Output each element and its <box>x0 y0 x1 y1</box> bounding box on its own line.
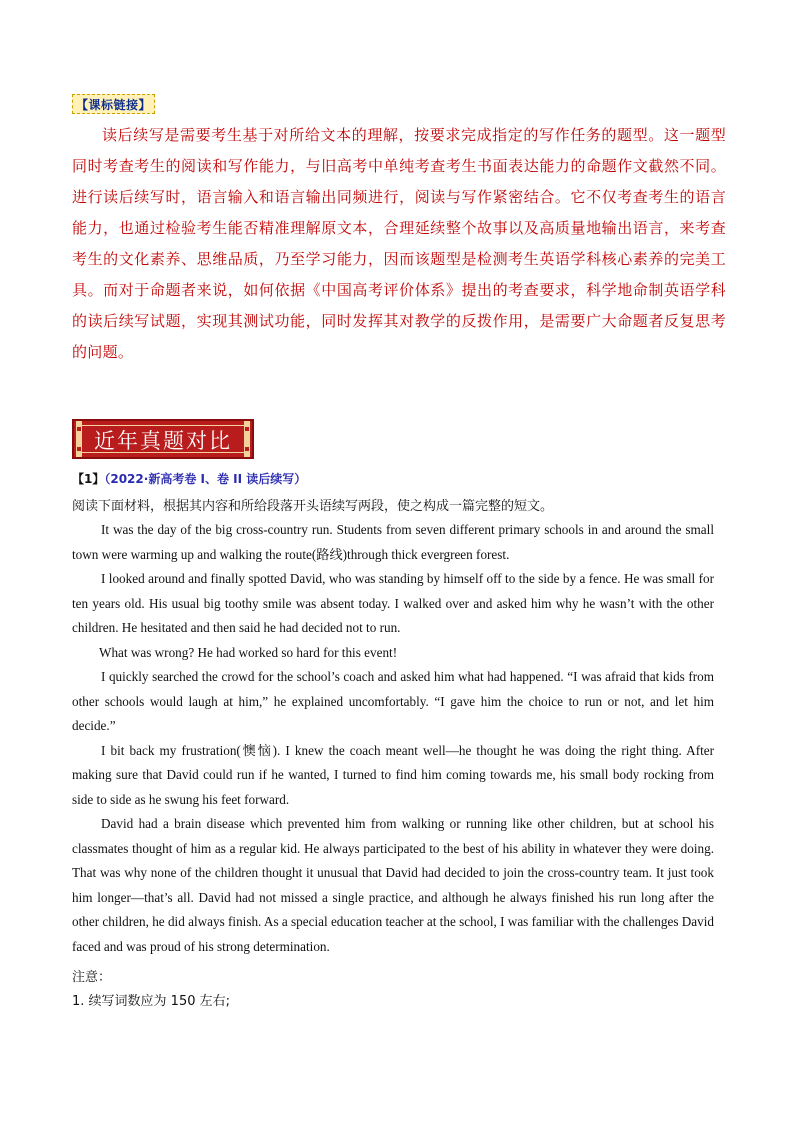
passage-paragraph: I bit back my frustration(懊恼). I knew the coach meant well—he thought he was doing the right thing. After making sure that David could run if he wanted, I turned to find him coming towards me, his small body rocking from side to side as he swung his feet forward. <box>72 742 714 807</box>
passage-paragraph: What was wrong? He had worked so hard for this event! <box>99 644 398 660</box>
notes-item: 1. 续写词数应为 150 左右; <box>72 994 230 1009</box>
passage-paragraph: I quickly searched the crowd for the school’s coach and asked him what had happened. “I was afraid that kids from other schools would laugh at him,” he explained uncomfortably. “I gave him the choice to run or not, and let him decide.” <box>72 669 714 733</box>
banner-title: 近年真题对比 <box>94 429 232 453</box>
question-source: （2022·新高考卷 I、卷 II 读后续写） <box>104 472 307 486</box>
passage-paragraph: It was the day of the big cross-country run. Students from seven different primary schools in and around the small town were warming up and walking the route(路线)through thick evergreen forest. <box>72 522 714 562</box>
passage-paragraph: I looked around and finally spotted David, who was standing by himself off to the side by a fence. He was small for ten years old. His usual big toothy smile was absent today. I walked over and asked him why he wasn’t with the other children. He hesitated and then said he had decided not to run. <box>72 571 714 635</box>
notes-label: 注意： <box>72 970 112 985</box>
section-banner <box>72 419 254 459</box>
intro-paragraph: 读后续写是需要考生基于对所给文本的理解，按要求完成指定的写作任务的题型。这一题型同时考查考生的阅读和写作能力，与旧高考中单纯考查考生书面表达能力的命题作文截然不同。进行读后续写时，语言输入和语言输出同频进行，阅读与写作紧密结合。它不仅考查考生的语言能力，也通过检验考生能否精准理解原文本，合理延续整个故事以及高质量地输出语言，来考查考生的文化素养、思维品质，乃至学习能力，因而该题型是检测考生英语学科核心素养的完美工具。而对于命题者来说，如何依据《中国高考评价体系》提出的考查要求，科学地命制英语学科的读后续写试题，实现其测试功能，同时发挥其对教学的反拨作用，是需要广大命题者反复思考的问题。 <box>72 126 726 361</box>
reading-passage <box>72 518 714 959</box>
question-number: 【1】 <box>72 472 105 486</box>
section-tag <box>72 94 155 114</box>
section-tag-label: 【课标链接】 <box>76 97 152 112</box>
question-header <box>72 470 306 487</box>
passage-paragraph: David had a brain disease which prevented him from walking or running like other children, but at school his classmates thought of him as a regular kid. He always participated to the best of his ability in whatever they were doing. That was why none of the children thought it unusual that David had decided to join the cross-country team. It just took him longer—that’s all. David had not missed a single practice, and although he always finished his run long after the other children, he did always finish. As a special education teacher at the school, I was familiar with the challenges David faced and was proud of his strong determination. <box>72 816 714 954</box>
question-instruction: 阅读下面材料，根据其内容和所给段落开头语续写两段，使之构成一篇完整的短文。 <box>72 499 554 514</box>
